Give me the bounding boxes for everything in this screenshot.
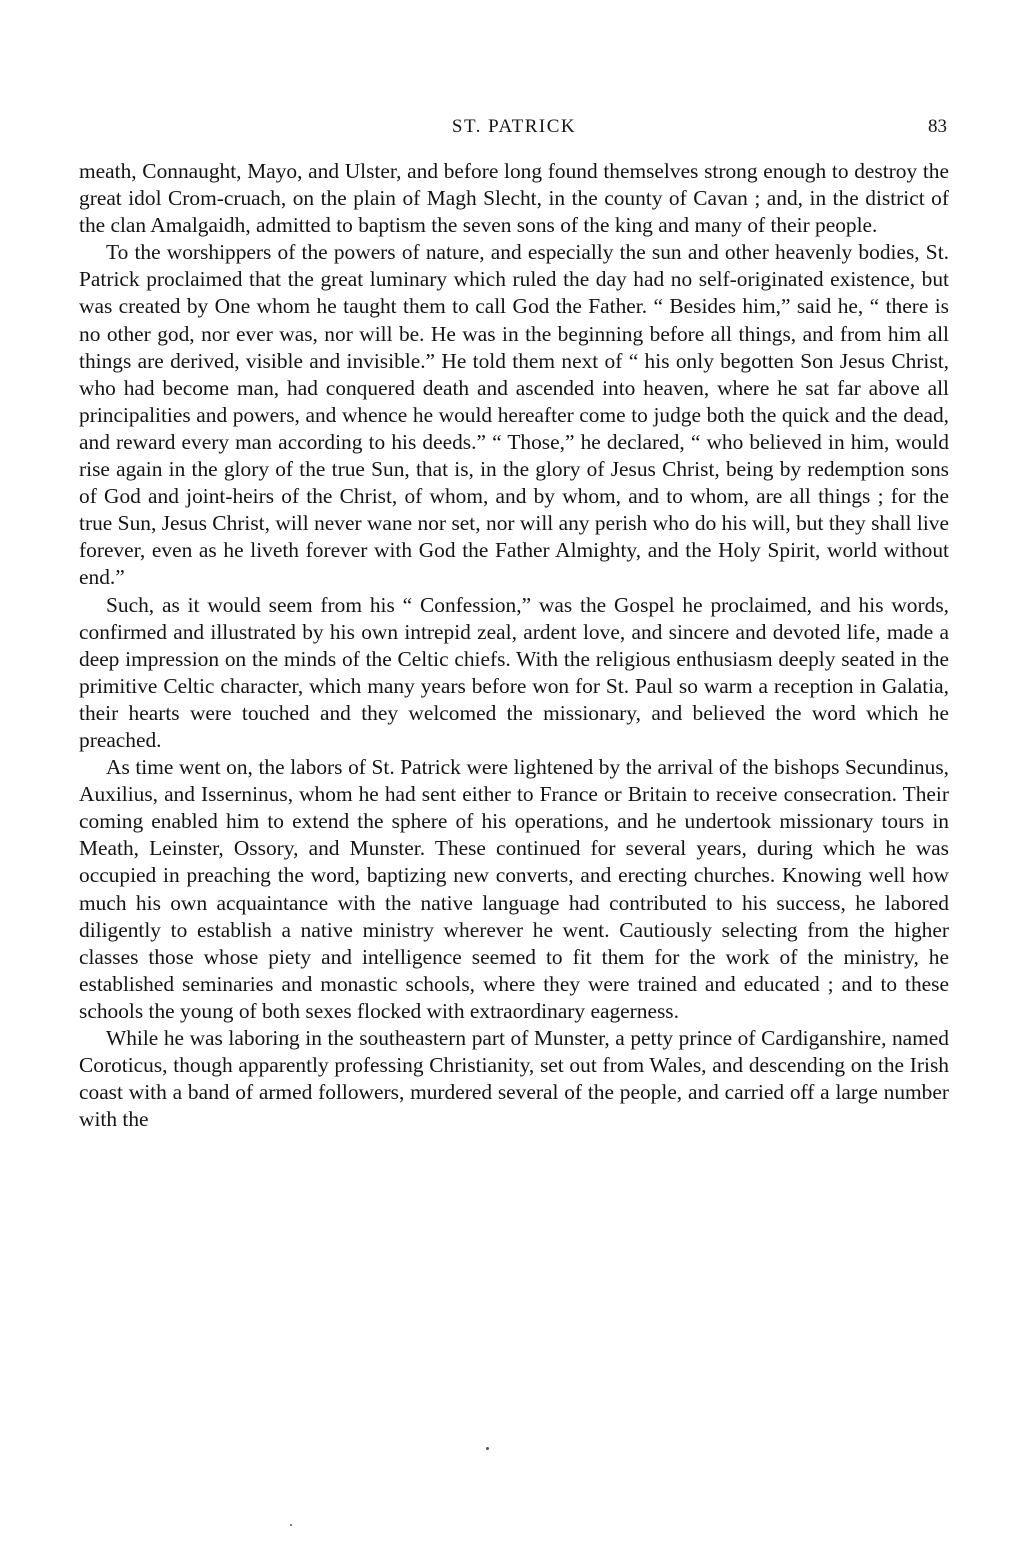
body-text <box>79 158 949 1133</box>
paragraph-missionary-tours: As time went on, the labors of St. Patrick were lightened by the arrival of the bishops Secundinus, Auxilius, and Isserninus, whom he had sent either to France or Britain to receive consecration. Their coming enabled him to extend the sphere of his operations, and he undertook missionary tours in Meath, Leinster, Ossory, and Munster. These continued for several years, during which he was occupied in preaching the word, baptizing new converts, and erecting churches. Knowing well how much his own acquaintance with the native language had contributed to his success, he labored diligently to establish a native ministry wherever he went. Cautiously selecting from the higher classes those whose piety and intelligence seemed to fit them for the work of the ministry, he established seminaries and monastic schools, where they were trained and educated ; and to these schools the young of both sexes flocked with extraordinary eagerness. <box>79 755 949 1023</box>
scan-speck <box>290 1524 292 1526</box>
paragraph-confession: Such, as it would seem from his “ Confession,” was the Gospel he proclaimed, and his words, confirmed and illustrated by his own intrepid zeal, ardent love, and sincere and devoted life, made a deep impression on the minds of the Celtic chiefs. With the religious enthusiasm deeply seated in the primitive Celtic character, which many years before won for St. Paul so warm a reception in Galatia, their hearts were touched and they welcomed the missionary, and believed the word which he preached. <box>79 592 949 752</box>
page-number: 83 <box>928 116 947 137</box>
running-title: ST. PATRICK <box>451 116 577 137</box>
running-head <box>79 116 949 144</box>
book-page <box>79 116 949 1133</box>
scan-speck <box>486 1447 489 1450</box>
paragraph-coroticus: While he was laboring in the southeastern part of Munster, a petty prince of Cardiganshire, named Coroticus, though apparently professing Christianity, set out from Wales, and descending on the Irish coast with a band of armed followers, murdered several of the people, and carried off a large number with the <box>79 1026 949 1132</box>
paragraph-continued: meath, Connaught, Mayo, and Ulster, and before long found themselves strong enough to destroy the great idol Crom-cruach, on the plain of Magh Slecht, in the county of Cavan ; and, in the district of the clan Amalgaidh, admitted to baptism the seven sons of the king and many of their people. <box>79 159 949 238</box>
paragraph-sun-worshippers: To the worshippers of the powers of nature, and especially the sun and other heavenly bodies, St. Patrick proclaimed that the great luminary which ruled the day had no self-originated existence, but was created by One whom he taught them to call God the Father. “ Besides him,” said he, “ there is no other god, nor ever was, nor will be. He was in the beginning before all things, and from him all things are derived, visible and invisible.” He told them next of “ his only begotten Son Jesus Christ, who had become man, had conquered death and ascended into heaven, where he sat far above all principalities and powers, and whence he would hereafter come to judge both the quick and the dead, and reward every man according to his deeds.” “ Those,” he declared, “ who believed in him, would rise again in the glory of the true Sun, that is, in the glory of Jesus Christ, being by redemption sons of God and joint-heirs of the Christ, of whom, and by whom, and to whom, are all things ; for the true Sun, Jesus Christ, will never wane nor set, nor will any perish who do his will, but they shall live forever, even as he liveth forever with God the Father Almighty, and the Holy Spirit, world without end.” <box>79 240 949 590</box>
